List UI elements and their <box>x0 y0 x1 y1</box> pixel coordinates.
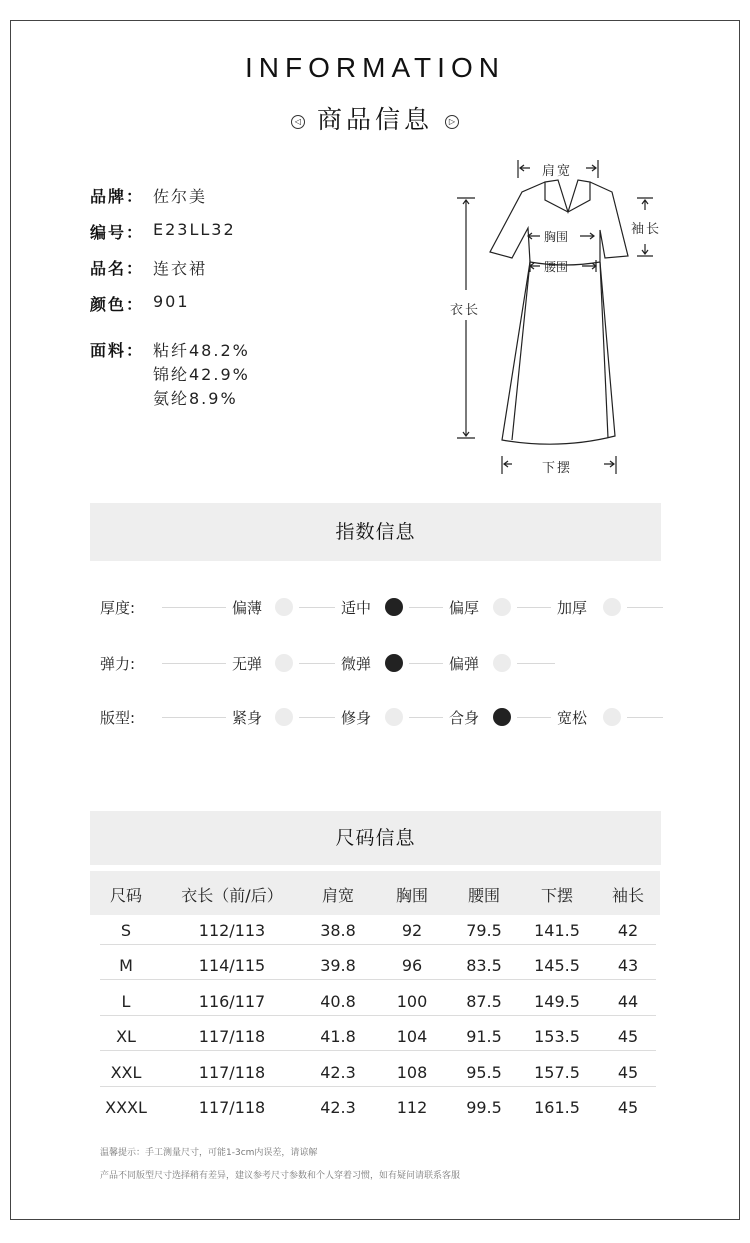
diagram-length-label: 衣长 <box>450 303 481 318</box>
diagram-chest-label: 胸围 <box>544 230 569 244</box>
index-option-label: 微弹 <box>341 655 372 673</box>
right-arrow-icon: ▷ <box>445 115 459 129</box>
index-dot-selected <box>385 598 403 616</box>
table-cell: 83.5 <box>466 956 502 976</box>
table-cell: 42.3 <box>320 1062 356 1082</box>
note-line-1: 温馨提示：手工测量尺寸，可能1-3cm内误差，请谅解 <box>100 1148 318 1158</box>
index-row-label: 厚度: <box>100 599 136 617</box>
table-cell: 95.5 <box>466 1062 502 1082</box>
table-cell: 96 <box>401 956 423 976</box>
row-divider <box>100 1015 656 1016</box>
table-cell: 100 <box>396 991 428 1011</box>
fabric-item: 氨纶8.9% <box>153 389 238 408</box>
size-column-header: 下摆 <box>540 886 574 905</box>
table-cell: XXXL <box>105 1098 147 1117</box>
index-dot <box>275 708 293 726</box>
index-dot-selected <box>385 654 403 672</box>
fabric-label: 面料： <box>90 341 145 360</box>
index-option-label: 无弹 <box>232 655 263 673</box>
index-option-label: 适中 <box>341 599 372 617</box>
table-cell: M <box>119 956 133 976</box>
table-cell: 87.5 <box>466 991 502 1011</box>
index-dot <box>275 598 293 616</box>
index-dot-selected <box>493 708 511 726</box>
index-dot <box>493 598 511 616</box>
brand-label: 品牌： <box>90 187 145 206</box>
table-cell: 117/118 <box>198 1098 266 1117</box>
index-option-label: 紧身 <box>232 709 263 727</box>
table-cell: 99.5 <box>466 1098 502 1117</box>
size-table-header <box>90 871 660 915</box>
index-option-label: 合身 <box>449 709 480 727</box>
index-section-title: 指数信息 <box>90 503 661 561</box>
index-dot <box>603 708 621 726</box>
table-cell: 40.8 <box>320 991 356 1011</box>
index-dot <box>275 654 293 672</box>
table-cell: 114/115 <box>198 956 266 976</box>
index-row-label: 版型: <box>100 709 136 727</box>
table-cell: 38.8 <box>320 921 356 940</box>
table-cell: XL <box>116 1027 136 1047</box>
table-cell: 157.5 <box>534 1062 580 1082</box>
diagram-hem-label: 下摆 <box>542 461 573 476</box>
index-option-label: 宽松 <box>557 709 588 727</box>
table-cell: 92 <box>401 921 423 940</box>
table-cell: 117/118 <box>198 1062 266 1082</box>
title-en: INFORMATION <box>245 52 505 83</box>
fabric-item: 锦纶42.9% <box>153 365 250 384</box>
name-label: 品名： <box>90 259 145 278</box>
size-column-header: 胸围 <box>395 886 429 905</box>
left-arrow-icon: ◁ <box>291 115 305 129</box>
brand-value: 佐尔美 <box>153 187 208 206</box>
size-column-header: 袖长 <box>611 886 645 905</box>
index-option-label: 修身 <box>341 709 372 727</box>
note-line-2: 产品不同版型尺寸选择稍有差异，建议参考尺寸参数和个人穿着习惯，如有疑问请联系客服 <box>100 1171 461 1181</box>
title-cn <box>0 100 750 136</box>
index-row-label: 弹力: <box>100 655 136 673</box>
size-column-header: 腰围 <box>467 886 501 905</box>
size-column-header: 衣长（前/后） <box>181 886 283 905</box>
size-section-title: 尺码信息 <box>90 811 661 865</box>
table-cell: 44 <box>617 991 639 1011</box>
table-cell: 149.5 <box>534 991 580 1011</box>
name-value: 连衣裙 <box>153 259 208 278</box>
row-divider <box>100 944 656 945</box>
table-cell: XXL <box>110 1062 142 1082</box>
row-divider <box>100 1050 656 1051</box>
index-dot <box>493 654 511 672</box>
table-cell: 45 <box>617 1098 639 1117</box>
index-option-label: 偏薄 <box>232 599 263 617</box>
index-option-label: 加厚 <box>557 599 588 617</box>
fabric-item: 粘纤48.2% <box>153 341 250 360</box>
index-dot <box>385 708 403 726</box>
table-cell: 104 <box>396 1027 428 1047</box>
table-cell: 161.5 <box>534 1098 580 1117</box>
title-cn-text: 商品信息 <box>316 105 433 134</box>
table-cell: 112/113 <box>198 921 266 940</box>
diagram-shoulder-label: 肩宽 <box>542 164 573 179</box>
table-cell: S <box>120 921 132 940</box>
row-divider <box>100 1086 656 1087</box>
index-option-label: 偏厚 <box>449 599 480 617</box>
size-column-header: 肩宽 <box>321 886 355 905</box>
code-label: 编号： <box>90 223 145 242</box>
index-option-label: 偏弹 <box>449 655 480 673</box>
table-cell: L <box>121 991 131 1011</box>
diagram-waist-label: 腰围 <box>544 260 569 274</box>
table-cell: 45 <box>617 1062 639 1082</box>
index-dot <box>603 598 621 616</box>
code-value: E23LL32 <box>153 220 236 239</box>
table-cell: 42.3 <box>320 1098 356 1117</box>
table-cell: 116/117 <box>198 991 266 1011</box>
diagram-sleeve-label: 袖长 <box>631 222 662 237</box>
table-cell: 41.8 <box>320 1027 356 1047</box>
table-cell: 145.5 <box>534 956 580 976</box>
color-label: 颜色： <box>90 295 145 314</box>
row-divider <box>100 979 656 980</box>
table-cell: 91.5 <box>466 1027 502 1047</box>
table-cell: 79.5 <box>466 921 502 940</box>
table-cell: 112 <box>396 1098 428 1117</box>
table-cell: 42 <box>617 921 639 940</box>
table-cell: 117/118 <box>198 1027 266 1047</box>
table-cell: 43 <box>617 956 639 976</box>
table-cell: 39.8 <box>320 956 356 976</box>
table-cell: 141.5 <box>534 921 580 940</box>
size-column-header: 尺码 <box>109 886 143 905</box>
dress-measurement-diagram <box>440 150 680 490</box>
color-value: 901 <box>153 292 190 311</box>
table-cell: 45 <box>617 1027 639 1047</box>
table-cell: 153.5 <box>534 1027 580 1047</box>
table-cell: 108 <box>396 1062 428 1082</box>
